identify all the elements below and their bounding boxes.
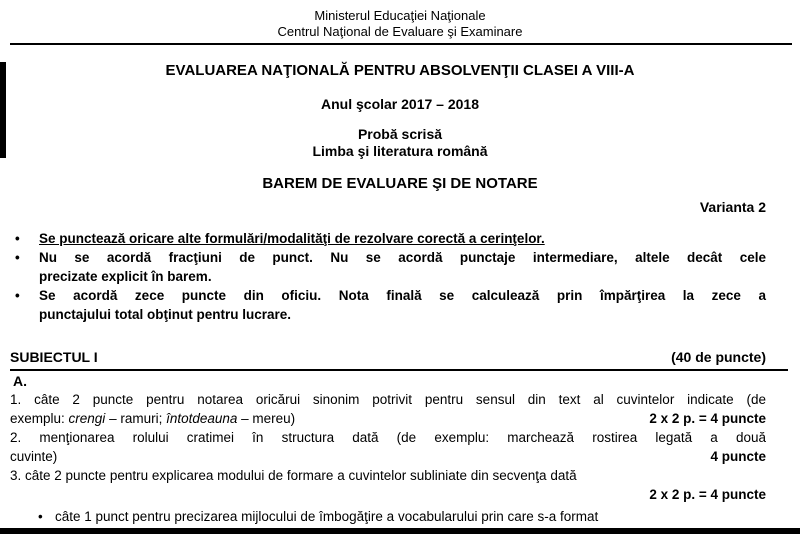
page-break-bar (0, 528, 800, 534)
section-header (10, 348, 788, 371)
item-3 (10, 466, 766, 504)
item1-line2 (10, 409, 766, 428)
item1-word-intotdeauna: întotdeauna (166, 411, 238, 426)
item1-example (10, 409, 295, 428)
item1-seg1: exemplu: (10, 411, 69, 426)
note1-line1: Se punctează oricare alte formulări/modalităţi de rezolvare corectă a cerinţelor. (39, 231, 545, 246)
note2-line1: Nu se acordă fracţiuni de punct. Nu se acordă punctaje intermediare, altele decât cele (39, 250, 766, 265)
item1-line1: 1. câte 2 puncte pentru notarea oricărui sinonim potrivit pentru sensul din text al cuvintelor indicate (de (10, 392, 766, 407)
item3-sub-bullet (38, 507, 766, 526)
note3-line2: punctajului total obţinut pentru lucrare. (39, 307, 291, 322)
document-body (0, 229, 800, 526)
ministry-name: Ministerul Educaţiei Naţionale (314, 8, 486, 23)
item1-points: 2 x 2 p. = 4 puncte (649, 411, 766, 426)
variant-label: Varianta 2 (699, 199, 766, 215)
note-text (39, 229, 766, 248)
note-text (39, 286, 766, 324)
scan-edge-artifact (0, 62, 6, 158)
center-name: Centrul Naţional de Evaluare şi Examinare (277, 24, 523, 39)
section-points: (40 de puncte) (671, 349, 766, 365)
general-notes (10, 229, 766, 324)
item1-seg5: – mereu) (237, 411, 296, 426)
item2-continuation: cuvinte) (10, 449, 58, 464)
note-text (39, 248, 766, 286)
bullet-icon: • (15, 231, 20, 246)
section-label: SUBIECTUL I (10, 349, 98, 365)
exam-type: Probă scrisă (357, 126, 443, 142)
item2-line2 (10, 447, 766, 466)
note-row (10, 248, 766, 286)
item-1 (10, 390, 766, 428)
note-row (10, 229, 766, 248)
item-2 (10, 428, 766, 466)
bullet-icon: • (38, 509, 43, 524)
ministry-header (0, 0, 800, 40)
barem-title: BAREM DE EVALUARE ŞI DE NOTARE (262, 175, 538, 192)
item1-word-crengi: crengi (68, 411, 106, 426)
header-divider (10, 43, 792, 45)
item2-line1: 2. menţionarea rolului cratimei în structura dată (de exemplu: marchează rostirea legată a două (10, 430, 766, 445)
item2-points: 4 puncte (710, 449, 766, 464)
item1-seg3: – ramuri; (105, 411, 167, 426)
bullet-icon: • (15, 250, 20, 265)
note3-line1: Se acordă zece puncte din oficiu. Nota finală se calculează prin împărţirea la zece a (39, 288, 766, 303)
exam-title: EVALUAREA NAŢIONALĂ PENTRU ABSOLVENŢII CLASEI A VIII-A (165, 62, 635, 79)
note2-line2: precizate explicit în barem. (39, 269, 212, 284)
part-a-label: A. (13, 373, 27, 389)
item3-line1: 3. câte 2 puncte pentru explicarea modului de formare a cuvintelor subliniate din secvenţa dată (10, 468, 577, 483)
note-row (10, 286, 766, 324)
sub-bullet-text: câte 1 punct pentru precizarea mijlocului de îmbogăţire a vocabularului prin care s-a format (55, 509, 599, 524)
bullet-icon: • (15, 288, 20, 303)
exam-subject: Limba şi literatura română (312, 143, 488, 159)
item3-points: 2 x 2 p. = 4 puncte (649, 487, 766, 502)
school-year: Anul şcolar 2017 – 2018 (321, 96, 479, 112)
